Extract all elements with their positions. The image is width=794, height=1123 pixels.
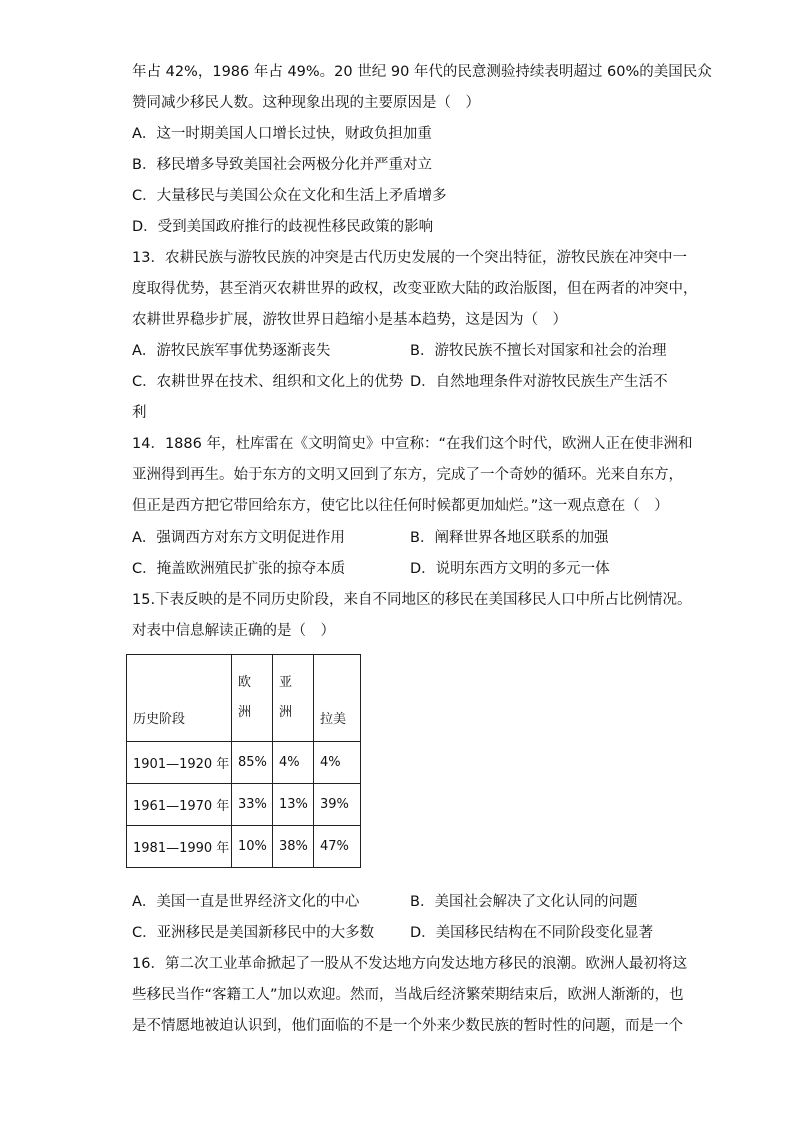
q15-option-c: C．亚洲移民是美国新移民中的大多数 xyxy=(132,925,375,941)
cell-period: 1981—1990 年 xyxy=(127,826,232,868)
table-row xyxy=(127,826,361,868)
q13-option-d-continued: 利 xyxy=(132,405,147,421)
table-row xyxy=(127,742,361,784)
cell-period: 1901—1920 年 xyxy=(127,742,232,784)
cell-period: 1961—1970 年 xyxy=(127,784,232,826)
q13-option-a: A．游牧民族军事优势逐渐丧失 xyxy=(132,343,331,359)
migration-table xyxy=(126,654,361,868)
text-line: 年占 42%，1986 年占 49%。20 世纪 90 年代的民意测验持续表明超过 60%的美国民众 xyxy=(132,64,712,80)
q14-option-b: B．阐释世界各地区联系的加强 xyxy=(410,530,609,546)
q15-option-b: B．美国社会解决了文化认同的问题 xyxy=(410,894,638,910)
q13-option-d: D．自然地理条件对游牧民族生产生活不 xyxy=(410,374,668,390)
q14-option-d: D．说明东西方文明的多元一体 xyxy=(410,561,610,577)
question-14-text: 亚洲得到再生。始于东方的文明又回到了东方，完成了一个奇妙的循环。光来自东方， xyxy=(132,467,683,483)
question-13-text: 农耕世界稳步扩展，游牧世界日趋缩小是基本趋势，这是因为（ ） xyxy=(132,312,567,328)
question-14-text: 但正是西方把它带回给东方，使它比以往任何时候都更加灿烂。”这一观点意在（ ） xyxy=(132,498,669,514)
cell-latam: 47% xyxy=(314,826,361,868)
header-period: 历史阶段 xyxy=(127,655,232,742)
q13-option-c: C．农耕世界在技术、组织和文化上的优势 xyxy=(132,374,404,390)
header-latam: 拉美 xyxy=(314,655,361,742)
cell-europe: 33% xyxy=(232,784,273,826)
cell-latam: 39% xyxy=(314,784,361,826)
cell-europe: 85% xyxy=(232,742,273,784)
question-16-text: 些移民当作“客籍工人”加以欢迎。然而，当战后经济繁荣期结束后，欧洲人渐渐的，也 xyxy=(132,987,684,1003)
question-13-text: 度取得优势，甚至消灭农耕世界的政权，改变亚欧大陆的政治版图，但在两者的冲突中， xyxy=(132,281,698,297)
option-line: D．受到美国政府推行的歧视性移民政策的影响 xyxy=(132,219,434,235)
question-13-text: 13．农耕民族与游牧民族的冲突是古代历史发展的一个突出特征，游牧民族在冲突中一 xyxy=(132,250,687,266)
cell-asia: 13% xyxy=(273,784,314,826)
q14-option-a: A．强调西方对东方文明促进作用 xyxy=(132,530,345,546)
table-header-row xyxy=(127,655,361,742)
question-15-text: 对表中信息解读正确的是（ ） xyxy=(132,623,335,639)
table-row xyxy=(127,784,361,826)
q14-option-c: C．掩盖欧洲殖民扩张的掠夺本质 xyxy=(132,561,346,577)
option-line: C．大量移民与美国公众在文化和生活上矛盾增多 xyxy=(132,188,447,204)
header-asia: 亚 洲 xyxy=(273,655,314,742)
question-14-text: 14．1886 年，杜库雷在《文明简史》中宣称：“在我们这个时代，欧洲人正在使非洲和 xyxy=(132,436,693,452)
cell-asia: 4% xyxy=(273,742,314,784)
question-15-text: 15.下表反映的是不同历史阶段，来自不同地区的移民在美国移民人口中所占比例情况。 xyxy=(132,592,692,608)
q15-option-d: D．美国移民结构在不同阶段变化显著 xyxy=(410,925,654,941)
cell-latam: 4% xyxy=(314,742,361,784)
option-line: A．这一时期美国人口增长过快，财政负担加重 xyxy=(132,126,432,142)
cell-asia: 38% xyxy=(273,826,314,868)
q13-option-b: B．游牧民族不擅长对国家和社会的治理 xyxy=(410,343,667,359)
question-16-text: 是不情愿地被迫认识到，他们面临的不是一个外来少数民族的暂时性的问题，而是一个 xyxy=(132,1018,683,1034)
question-16-text: 16．第二次工业革命掀起了一股从不发达地方向发达地方移民的浪潮。欧洲人最初将这 xyxy=(132,956,687,972)
header-europe: 欧 洲 xyxy=(232,655,273,742)
text-line: 赞同减少移民人数。这种现象出现的主要原因是（ ） xyxy=(132,95,480,111)
cell-europe: 10% xyxy=(232,826,273,868)
option-line: B．移民增多导致美国社会两极分化并严重对立 xyxy=(132,157,432,173)
q15-option-a: A．美国一直是世界经济文化的中心 xyxy=(132,894,360,910)
